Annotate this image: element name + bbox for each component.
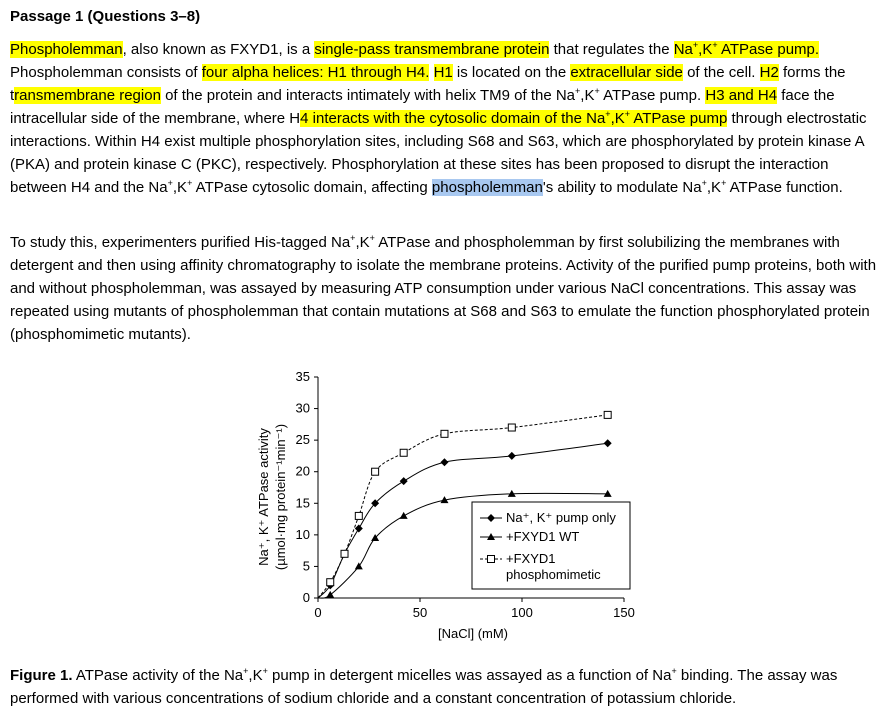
- figure-caption: [10, 664, 880, 710]
- data-point-fxyd1-phosphomimetic: [508, 424, 515, 431]
- text-span: ,K: [706, 179, 722, 196]
- passage-paragraph-2: [10, 231, 880, 346]
- text-span: ,K: [172, 179, 188, 196]
- y-tick-label: 10: [295, 526, 310, 542]
- text-span: [429, 64, 433, 81]
- text-span: Phospholemman consists of: [10, 64, 202, 81]
- text-span: ,K: [248, 667, 263, 684]
- superscript: +: [187, 178, 193, 188]
- data-point-fxyd1-phosphomimetic: [604, 411, 611, 418]
- text-span: ATPase cytosolic domain, affecting: [192, 179, 432, 196]
- passage-title: Passage 1 (Questions 3–8): [10, 8, 201, 25]
- y-tick-label: 20: [295, 463, 310, 479]
- superscript: +: [692, 40, 699, 50]
- superscript: +: [262, 666, 268, 676]
- text-span: through electrostatic interactions. Within H4 exist multiple phosphorylation sites, including S68 and S63, which are phosphorylated by protein kinase A (PKA) and protein kinase C (PKC), respectively. Phosphorylation at these sites has been proposed to disrupt the interaction between H4 and the Na: [10, 110, 867, 196]
- caption-label: Figure 1.: [10, 667, 73, 684]
- data-point-fxyd1-phosphomimetic: [327, 579, 334, 586]
- highlight-single-pass: single-pass transmembrane protein: [314, 41, 550, 58]
- superscript: +: [594, 86, 600, 96]
- highlight-cytosolic: [300, 110, 727, 127]
- text-span: ,K: [355, 234, 370, 251]
- superscript: +: [167, 178, 173, 188]
- data-point-fxyd1-wt: [400, 512, 408, 519]
- text-span: ,K: [580, 87, 595, 104]
- x-tick-label: 100: [511, 605, 533, 620]
- chart-legend: [472, 502, 630, 589]
- data-point-fxyd1-wt: [326, 591, 334, 598]
- text-span: ATPase function.: [726, 179, 843, 196]
- legend-label-fxyd1-wt: +FXYD1 WT: [506, 529, 580, 544]
- passage-paragraph-1: [10, 38, 880, 199]
- text-span: pump in detergent micelles was assayed as a function of Na: [267, 667, 672, 684]
- superscript: +: [721, 178, 727, 188]
- superscript: +: [712, 40, 718, 50]
- x-tick-label: 50: [412, 605, 428, 620]
- y-axis-label-line2: (µmol·mg protein⁻¹min⁻¹): [273, 423, 288, 571]
- data-point-fxyd1-phosphomimetic: [355, 512, 362, 519]
- highlight-transmembrane: ransmembrane region: [14, 87, 161, 104]
- data-point-pump-only: [508, 452, 516, 460]
- text-span: , also known as FXYD1, is a: [122, 41, 315, 58]
- figure-1-chart: [240, 360, 650, 650]
- x-tick-label: 150: [613, 605, 635, 620]
- superscript: +: [575, 86, 581, 96]
- y-tick-label: 35: [295, 369, 310, 384]
- superscript: +: [605, 109, 611, 119]
- data-point-fxyd1-phosphomimetic: [341, 550, 348, 557]
- y-tick-label: 0: [302, 590, 310, 605]
- superscript: +: [624, 109, 631, 119]
- y-tick-label: 15: [295, 495, 310, 511]
- x-tick-label: 0: [314, 605, 322, 620]
- legend-label-fxyd1-phosphomimetic: phosphomimetic: [506, 567, 601, 582]
- text-span: binding. The assay was performed with various concentrations of sodium chloride and a constant concentration of potassium chloride.: [10, 667, 838, 707]
- highlight-four-helices: four alpha helices: H1 through H4.: [201, 64, 430, 81]
- data-point-fxyd1-wt: [355, 562, 363, 569]
- superscript: +: [350, 233, 356, 243]
- text-span: 4 interacts with the cytosolic domain of the Na: [300, 110, 606, 127]
- data-point-pump-only: [440, 458, 448, 466]
- text-span: is located on the: [452, 64, 571, 81]
- text-span: Na: [673, 41, 693, 58]
- data-point-pump-only: [400, 477, 408, 485]
- highlight-extracellular: extracellular side: [570, 64, 683, 81]
- y-tick-label: 5: [302, 558, 310, 574]
- superscript: +: [671, 666, 677, 676]
- highlight-h1: H1: [433, 64, 453, 81]
- text-span: ATPase activity of the Na: [72, 667, 244, 684]
- superscript: +: [701, 178, 707, 188]
- text-span: ATPase and phospholemman by first solubilizing the membranes with detergent and then using affinity chromatography to isolate the membrane proteins. Activity of the purified pump proteins, both with and without phospholemman, was assayed by measuring ATP consumption under various NaCl concentrations. This assay was repeated using mutants of phospholemman that contain mutations at S68 and S63 to emulate the function phosphorylated protein (phosphomimetic mutants).: [10, 234, 877, 343]
- y-axis-label-line1: Na⁺, K⁺ ATPase activity: [256, 428, 271, 566]
- highlight-h2: H2: [759, 64, 779, 81]
- text-span: 's ability to modulate Na: [542, 179, 702, 196]
- data-point-fxyd1-phosphomimetic: [372, 468, 379, 475]
- x-axis-label: [NaCl] (mM): [437, 626, 509, 641]
- text-span: of the protein and interacts intimately with helix TM9 of the Na: [160, 87, 576, 104]
- legend-label-fxyd1-phosphomimetic: +FXYD1: [506, 551, 556, 566]
- highlight-atpase-pump: [674, 41, 819, 58]
- highlight-h3-h4: H3 and H4: [705, 87, 778, 104]
- legend-marker-fxyd1-phosphomimetic: [488, 556, 495, 563]
- superscript: +: [243, 666, 249, 676]
- data-point-fxyd1-phosphomimetic: [400, 449, 407, 456]
- text-span: face the intracellular side of the membrane, where H: [10, 87, 835, 127]
- text-span: of the cell.: [682, 64, 760, 81]
- text-span: To study this, experimenters purified His-tagged Na: [10, 234, 351, 251]
- text-span: ,K: [698, 41, 713, 58]
- text-span: that regulates the: [549, 41, 674, 58]
- data-point-pump-only: [355, 525, 363, 533]
- text-span: ATPase pump.: [599, 87, 706, 104]
- highlight-phospholemman: Phospholemman: [10, 41, 123, 58]
- legend-label-pump-only: Na⁺, K⁺ pump only: [506, 510, 616, 525]
- text-span: ATPase pump: [630, 110, 728, 127]
- text-span: ATPase pump.: [717, 41, 820, 58]
- text-span: ,K: [610, 110, 625, 127]
- text-span: forms the t: [10, 64, 846, 104]
- superscript: +: [369, 233, 375, 243]
- y-tick-label: 30: [295, 400, 310, 416]
- data-point-fxyd1-phosphomimetic: [441, 430, 448, 437]
- selection-phospholemman[interactable]: phospholemman: [431, 179, 543, 196]
- data-point-pump-only: [604, 439, 612, 447]
- y-tick-label: 25: [295, 432, 310, 448]
